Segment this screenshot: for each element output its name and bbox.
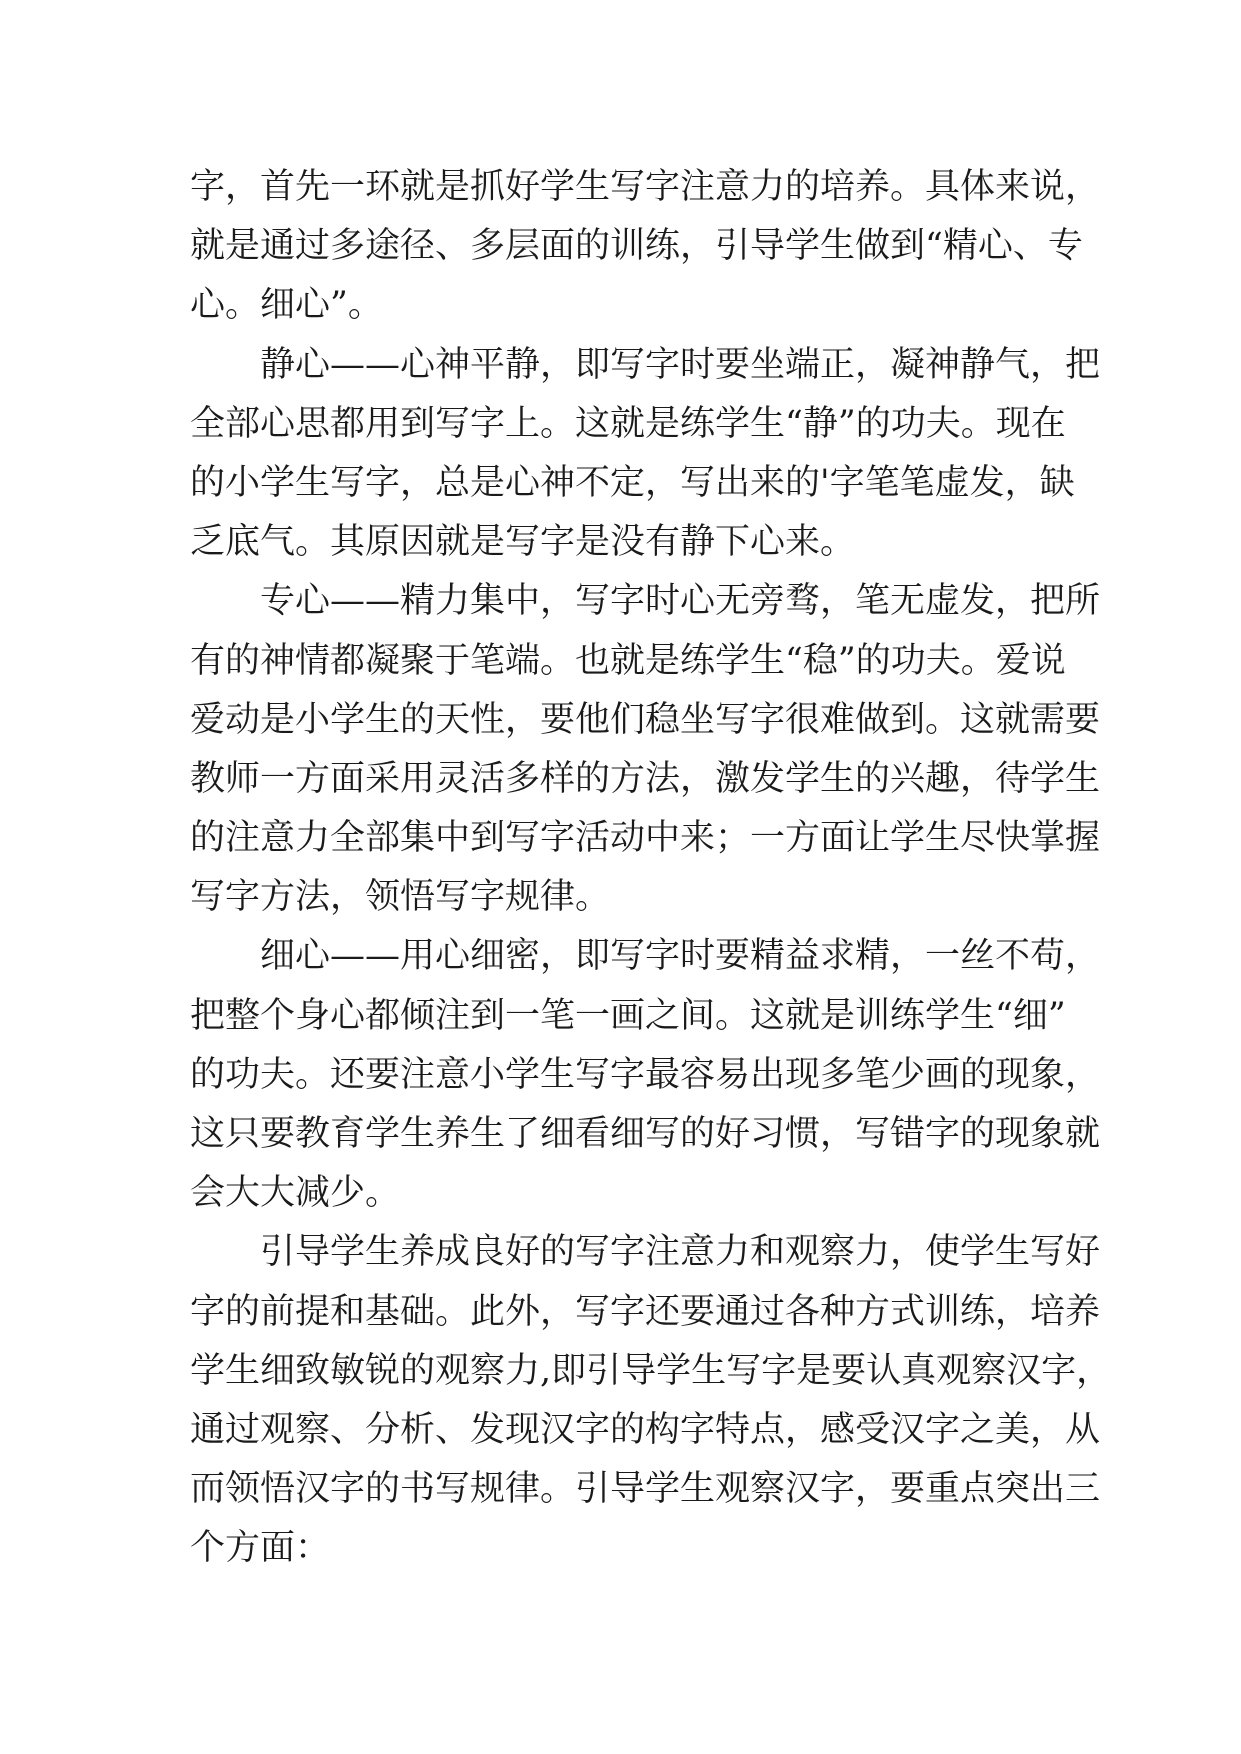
paragraph-start-line: 专心——精力集中，写字时心无旁骛，笔无虚发，把所	[260, 581, 1101, 622]
paragraph-start-line: 静心——心神平静，即写字时要坐端正，凝神静气，把	[260, 344, 1101, 385]
text-line: 字的前提和基础。此外，写字还要通过各种方式训练，培养	[190, 1291, 1101, 1332]
text-line: 的小学生写字，总是心神不定，写出来的'字笔笔虚发，缺	[190, 462, 1075, 503]
text-line: 乏底气。其原因就是写字是没有静下心来。	[190, 522, 856, 563]
text-line: 有的神情都凝聚于笔端。也就是练学生“稳”的功夫。爱说	[190, 640, 1066, 681]
text-line: 把整个身心都倾注到一笔一画之间。这就是训练学生“细”	[190, 995, 1066, 1036]
text-line: 个方面：	[190, 1528, 331, 1569]
text-line: 写字方法，领悟写字规律。	[190, 877, 611, 918]
text-line: 这只要教育学生养生了细看细写的好习惯，写错字的现象就	[190, 1114, 1101, 1154]
text-line: 通过观察、分析、发现汉字的构字特点，感受汉字之美，从	[190, 1409, 1101, 1450]
text-line: 心。细心”。	[190, 285, 383, 326]
body-text	[190, 158, 1112, 1579]
text-line: 全部心思都用到写字上。这就是练学生“静”的功夫。现在	[190, 403, 1066, 444]
paragraph-start-line: 细心——用心细密，即写字时要精益求精，一丝不苟，	[260, 936, 1101, 977]
text-line: 字，首先一环就是抓好学生写字注意力的培养。具体来说，	[190, 167, 1101, 207]
text-line: 而领悟汉字的书写规律。引导学生观察汉字，要重点突出三	[190, 1469, 1101, 1510]
text-line: 会大大减少。	[190, 1173, 401, 1214]
text-line: 学生细致敏锐的观察力,即引导学生写字是要认真观察汉字，	[190, 1350, 1112, 1391]
text-line: 的功夫。还要注意小学生写字最容易出现多笔少画的现象，	[190, 1054, 1101, 1095]
text-line: 爱动是小学生的天性，要他们稳坐写字很难做到。这就需要	[190, 699, 1101, 740]
text-line: 就是通过多途径、多层面的训练，引导学生做到“精心、专	[190, 226, 1083, 267]
text-line: 教师一方面采用灵活多样的方法，激发学生的兴趣，待学生	[190, 758, 1101, 799]
text-line: 的注意力全部集中到写字活动中来；一方面让学生尽快掌握	[190, 818, 1101, 859]
paragraph-start-line: 引导学生养成良好的写字注意力和观察力，使学生写好	[260, 1232, 1101, 1273]
